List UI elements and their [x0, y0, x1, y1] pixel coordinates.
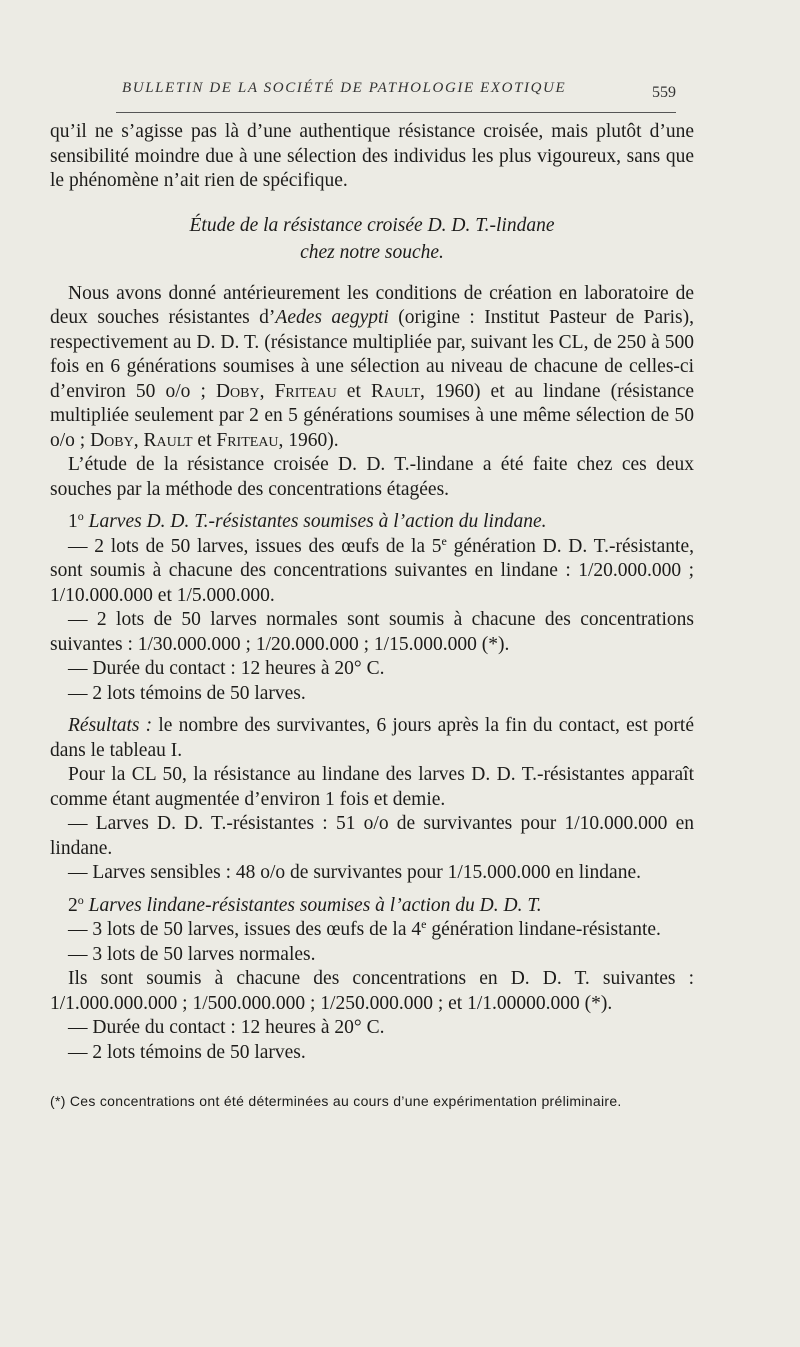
footnote: (*) Ces concentrations ont été déterminées au cours d’une expérimentation préliminaire. — [50, 1093, 622, 1109]
subsection-title-text: Larves lindane-résistantes soumises à l’action du D. D. T. — [83, 894, 542, 916]
subsection-1-title — [50, 510, 694, 535]
text-run: , 1960). — [278, 429, 339, 451]
citation-author: Rault — [143, 429, 193, 451]
text-run: , — [133, 429, 144, 451]
running-title: BULLETIN DE LA SOCIÉTÉ DE PATHOLOGIE EXOTIQUE — [122, 80, 567, 96]
citation-author: Doby — [215, 380, 260, 402]
paragraph-method: L’étude de la résistance croisée D. D. T.-lindane a été faite chez ces deux souches par la méthode des concentrations étagées. — [50, 454, 694, 500]
list-item: — 2 lots de 50 larves normales sont soumis à chacune des concentrations suivantes : 1/30.000.000 ; 1/20.000.000 ; 1/15.000.000 (*). — [50, 609, 694, 655]
list-item: — Larves sensibles : 48 o/o de survivantes pour 1/15.000.000 en lindane. — [68, 862, 641, 883]
page-number: 559 — [652, 84, 676, 101]
list-item: — 2 lots témoins de 50 larves. — [68, 1041, 306, 1063]
text-run: et — [336, 380, 371, 402]
text-run: , 1960) et au lindane (résistance multipliée seulement par 2 en 5 générations soumises à une même sélection de 50 o/o ; — [50, 380, 694, 451]
species-name: Aedes aegypti — [275, 307, 389, 328]
text-run: génération lindane-résistante. — [426, 919, 661, 940]
subsection-title-text: Larves D. D. T.-résistantes soumises à l’action du lindane. — [83, 511, 547, 532]
text-run: — 3 lots de 50 larves, issues des œufs de la 4 — [68, 919, 422, 940]
list-item: — 3 lots de 50 larves normales. — [68, 943, 316, 965]
ordinal-mark: o — [77, 509, 84, 523]
paragraph-results — [50, 714, 694, 763]
text-run: Nous avons donné antérieurement les conditions de création en laboratoire de deux souches résistantes d’ — [50, 282, 694, 328]
superscript: e — [421, 917, 427, 931]
citation-author: Friteau — [274, 380, 337, 402]
results-label: Résultats : — [68, 715, 153, 736]
list-item — [50, 918, 694, 943]
ordinal-mark: o — [77, 892, 84, 907]
citation-author: Doby — [90, 429, 134, 451]
section-heading-line2: chez notre souche. — [300, 241, 444, 263]
list-item — [50, 535, 694, 609]
text-run: génération D. D. T.-résistante, sont soumis à chacune des concentrations suivantes en lindane : 1/20.000.000 ; 1/10.000.000 et 1/5.000.000. — [50, 535, 694, 606]
list-item: — Durée du contact : 12 heures à 20° C. — [68, 658, 385, 679]
citation-author: Friteau — [216, 429, 279, 451]
text-run: (origine : Institut Pasteur de Paris), respectivement au D. D. T. (résistance multipliée par, suivant les CL, de 250 à 500 fois en 6 générations soumises à une sélection au niveau de chacune de celles-ci d’environ 50 o/o ; — [50, 307, 694, 402]
section-heading — [50, 212, 694, 266]
citation-author: Rault — [370, 380, 421, 402]
list-item: — Durée du contact : 12 heures à 20° C. — [68, 1017, 385, 1038]
paragraph-continuation: qu’il ne s’agisse pas là d’une authentique résistance croisée, mais plutôt d’une sensibilité moindre due à une sélection des individus les plus vigoureux, sans que le phénomène n’ait rien de spécifique. — [50, 121, 694, 191]
text-run: et — [192, 429, 217, 451]
subsection-number: 2 — [68, 894, 78, 916]
paragraph-cl50: Pour la CL 50, la résistance au lindane des larves D. D. T.-résistantes apparaît comme étant augmentée d’environ 1 fois et demie. — [50, 764, 694, 810]
paragraph-strains — [50, 282, 694, 454]
paragraph-concentrations: Ils sont soumis à chacune des concentrations en D. D. T. suivantes : 1/1.000.000.000 ; 1/500.000.000 ; 1/250.000.000 ; et 1/1.00000.000 (*). — [50, 968, 694, 1014]
subsection-2-title — [50, 894, 694, 919]
list-item: — Larves D. D. T.-résistantes : 51 o/o de survivantes pour 1/10.000.000 en lindane. — [50, 813, 694, 859]
section-heading-line1: Étude de la résistance croisée D. D. T.-lindane — [189, 214, 555, 236]
text-run: le nombre des survivantes, 6 jours après la fin du contact, est porté dans le tableau I. — [50, 715, 694, 761]
superscript: e — [441, 533, 447, 548]
list-item: — 2 lots témoins de 50 larves. — [68, 682, 306, 704]
text-run: — 2 lots de 50 larves, issues des œufs de la 5 — [68, 535, 442, 557]
article-body — [50, 120, 694, 1111]
text-run: , — [259, 380, 275, 402]
page-header — [116, 80, 676, 113]
subsection-number: 1 — [68, 511, 78, 532]
